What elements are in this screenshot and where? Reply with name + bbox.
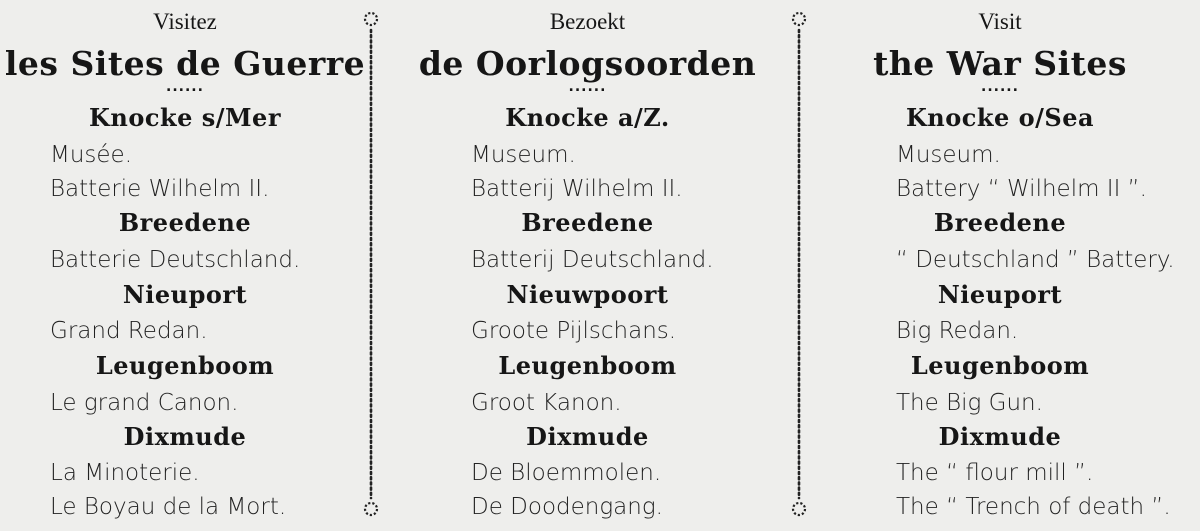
- place-heading: Knocke o/Sea: [905, 103, 1095, 132]
- site-item: Battery “ Wilhelm II ”.: [896, 176, 1147, 202]
- site-item: Groot Kanon.: [471, 390, 622, 416]
- site-item: De Bloemmolen.: [471, 460, 662, 486]
- place-heading: Leugenboom: [95, 351, 275, 380]
- site-item: Grand Redan.: [50, 318, 208, 344]
- site-item: Batterie Wilhelm II.: [50, 176, 270, 202]
- place-heading: Knocke a/Z.: [505, 103, 670, 132]
- place-heading: Knocke s/Mer: [89, 103, 281, 132]
- place-heading: Nieuwpoort: [506, 280, 669, 309]
- place-heading: Nieuport: [937, 280, 1063, 309]
- site-item: Museum.: [471, 142, 576, 168]
- site-item: Batterij Wilhelm II.: [471, 176, 683, 202]
- place-heading: Leugenboom: [498, 351, 677, 380]
- site-item: Groote Pijlschans.: [471, 318, 677, 344]
- headline: the War Sites: [873, 44, 1127, 83]
- place-heading: Breedene: [933, 208, 1067, 237]
- site-item: Batterie Deutschland.: [50, 247, 301, 273]
- column-french: [0, 0, 370, 531]
- place-heading: Dixmude: [123, 422, 247, 451]
- column-dutch: [375, 0, 800, 531]
- intro-text: Visitez: [153, 9, 217, 34]
- place-heading: Breedene: [118, 208, 252, 237]
- intro-text: Visit: [978, 9, 1022, 34]
- site-item: Le Boyau de la Mort.: [50, 494, 287, 520]
- dotted-rule: ......: [568, 79, 607, 95]
- site-item: Le grand Canon.: [50, 390, 239, 416]
- site-item: Museum.: [896, 142, 1001, 168]
- site-item: Batterij Deutschland.: [471, 247, 714, 273]
- site-item: La Minoterie.: [50, 460, 200, 486]
- site-item: “ Deutschland ” Battery.: [896, 247, 1175, 273]
- site-item: Musée.: [50, 142, 133, 168]
- site-item: Big Redan.: [896, 318, 1019, 344]
- column-english: [800, 0, 1200, 531]
- place-heading: Dixmude: [526, 422, 649, 451]
- site-item: The “ flour mill ”.: [896, 460, 1094, 486]
- intro-text: Bezoekt: [549, 9, 626, 34]
- site-item: De Doodengang.: [471, 494, 663, 520]
- place-heading: Breedene: [521, 208, 654, 237]
- headline: de Oorlogsoorden: [418, 44, 757, 83]
- dotted-rule: ......: [981, 79, 1019, 95]
- site-item: The “ Trench of death ”.: [896, 494, 1171, 520]
- place-heading: Leugenboom: [910, 351, 1090, 380]
- site-item: The Big Gun.: [896, 390, 1043, 416]
- place-heading: Nieuport: [122, 280, 248, 309]
- dotted-rule: ......: [166, 79, 204, 95]
- headline: les Sites de Guerre: [4, 44, 366, 83]
- place-heading: Dixmude: [938, 422, 1062, 451]
